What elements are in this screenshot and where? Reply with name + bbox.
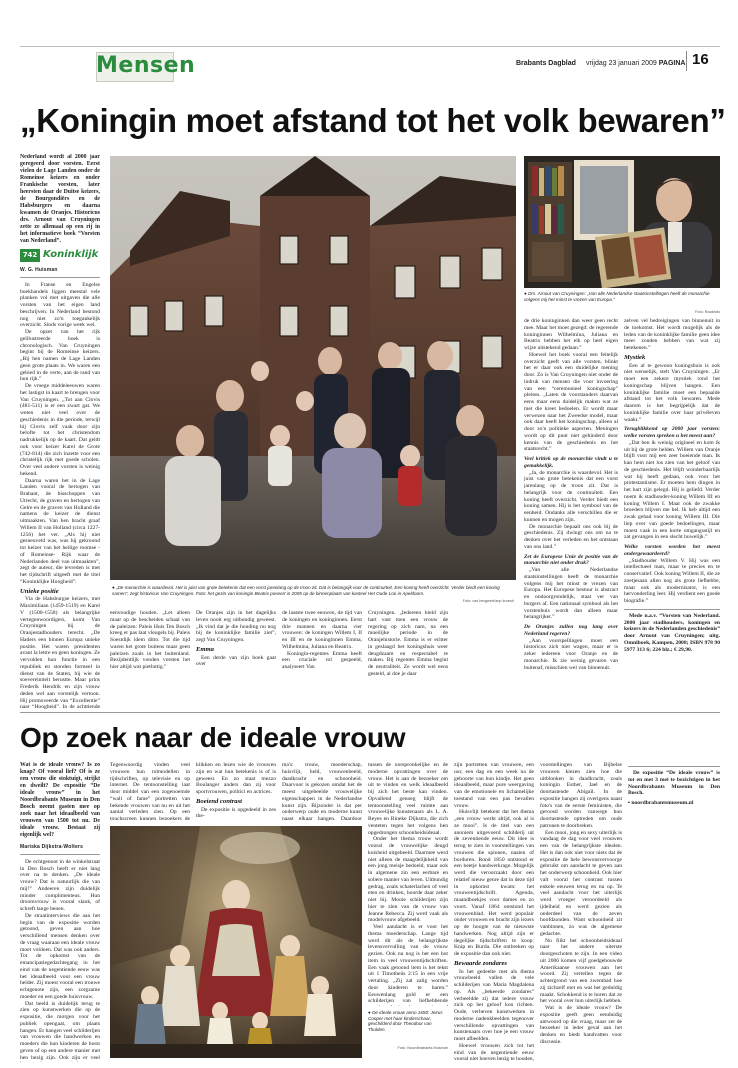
museum-link-text: noordbrabantsmuseum.nl xyxy=(631,800,694,806)
page-date xyxy=(586,60,686,67)
article2-byline: Mariska Dijkstra-Wolters xyxy=(20,844,100,855)
article2-paragraph: Nu fiikt het schoonheidsideaal naar het andere uiterste doorgeschoten te zijn. In een video uit 2006 komen vijf goedgebouwde Amerikaanse vrouwen aan het woord. Zij vertellen tegen de achtergrond van een zwembad hoe zij zichzelf met en wat het geduldig maakt. Schokkend is te horen dat ze het vooral over hun uiterlijk hebben. xyxy=(540,937,622,1005)
crown-icon: 742 xyxy=(20,249,40,262)
article2-paragraph: Tegenwoordig vinden veel vrouwen hun rolmodellen in tijdschriften, op televisie en op internet. De tentoonstelling laat door middel van een zogenoemde “wall of fame” portretten van bekende vrouwen van nu en uit het aantal verleden zien. Op een touchscreen kunnen bezoekers de xyxy=(110,762,190,822)
article2-col5 xyxy=(368,762,448,1006)
article1-col6 xyxy=(524,318,618,708)
author-photo-caption: ● Drs. Arnout van Cruyningen: „Van alle Nederlandse staatsinstellingen heeft de monarchie volgens mij het minst te vrezen van Europa.” xyxy=(524,291,710,302)
newspaper-name: Brabants Dagblad xyxy=(516,60,576,67)
article1-paragraph: eenvoudige houden. „Let alleen maar op de bescheiden schaal van de paleizen: Paleis Huis Ten Bosch kreeg er pas laat vleugels bij. Paleis Soestdijk idem ditto. Tot die tijd waren het grote buitens maar geen paleizen zoals in het buitenland. Bezijdentlijk vonden vorsten het hier altijd wat pietluttig.” xyxy=(110,610,190,670)
royal-family-photo-image xyxy=(110,156,516,580)
author-photo-image xyxy=(524,156,720,288)
author-photo-caption-text: Drs. Arnout van Cruyningen: „Van alle Nederlandse staatsinstellingen heeft de monarchie volgens mij het minst te vrezen van Europa.” xyxy=(524,291,710,302)
article1-paragraph: Cruyningen. „Iedereen hield zijn hart vast toen een vrouw de regering op zich nam, na een moeilijke periode in de Oranjehistorie. Emma is er echter in geslaagd het koningshuis weer deugdzaam en respectabel te maken. Bij regentes Emma begint de neutraliteit. Ze wordt wel eens gesteld, al doe je daar xyxy=(368,610,448,677)
page-number: 16 xyxy=(692,51,709,68)
article2-paragraph: Onder het thema trouw wordt vooral de vrouwelijke deugd kuisheid uitgebeeld. Daarmee werd niet alleen de maagdelijkheid van een jong meisje bedoeld, maar ook in algemene zin een eerbare en sobere manier van leven. Uitbundig gedrag, zoals schaterlachen of veel eten en drinken, hoorde daar zeker niet bij. Mooie schilderijen zijn hier te zien van de vrouw van Jeanne Rebecca. Zij werd vaak als modelvrouw afgebeeld. xyxy=(368,836,448,924)
painting-image xyxy=(110,826,362,1058)
article1-paragraph: Via de Habsburgse keizers, met Maximiliaan (1459-1519) en Karel V (1500-1558) als belangrijke vertegenwoordigers, komt Van Cruyningen bij de Oranjestadhouders terecht. „De Haders een binnen Europa unieke positie. Het waren presidenten avant la lettre en geen koningen. Ze vervulden hun functie in een republiek en stonden formeel in dienst van de Staten, bij wie de soevereiniteit berustte. Maar prins Frederik Hendrik en zijn vrouw deden wel aan vorstelijk vertoon. Hij promoveerde van “Excellentie” naar “Hoogheid”. In de achttiende xyxy=(20,596,100,710)
article1-paragraph: De opzet van het rijk geïllustreerde boek is chronologisch. Van Cruyningen begint bij de Romeinse keizers. „Bij hen namen de Lage Landen geen grote plaats in. We waren een gebied in de verte, aan de rand van hun rijk.” xyxy=(20,329,100,383)
painting-caption: ● De ideale vrouw anno 1650: Jezus Cooper met haar kinderschaar, geschilderd door Theodoor van Thulden. xyxy=(368,1010,443,1032)
article1-paragraph: „Stadhouder Willem V. Hij was een intellectueel man, maar te precies en te conservatief. Ook koning Willem II, die ze zoetjesaan allen nog als grote liefhebbe, maar ook als modernisator, is een hervonderling leer. Hij verdient een goede biografie.” xyxy=(624,557,720,604)
article2-col1 xyxy=(20,762,100,1062)
interview-question: Terugblikkend op 2000 jaar vorsten: welke vorsten spreken u het meest aan? xyxy=(624,426,720,439)
article1-paragraph: Koningin-regentes Emma heeft een cruciale rol gespeeld, analyseert Van xyxy=(282,650,362,670)
book-infobox: Mede n.a.v. “Vorsten van Nederland. 2000 jaar stadhouders, koningen en keizers in de Nederlanden geschiedenis” door Arnout van Cruyningen; uitg. Omniboek, Kampen, 2008; ISBN 978 90 5977 313 6; 224 blz.; € 29,90. xyxy=(624,609,720,654)
article2-col3 xyxy=(196,762,276,822)
royal-photo-credit: Foto: cas bergwerf/anp kroesh xyxy=(462,599,514,603)
link-icon: ▪ xyxy=(628,800,630,806)
museum-link[interactable] xyxy=(628,800,720,807)
painting-credit: Foto: Noordbrabants Museum xyxy=(397,1046,448,1050)
subheading-emma: Emma xyxy=(196,645,214,653)
article2-paragraph: voorstellingen van Bijbelse vrouwen kiezen zien hoe die uitblonken in daadkracht, zoals koningin Esther, Jael en de doortastende Abigaïl. In de expositie hangen zij overigens naast foto's van de eerste feministen, die geroosd worden vanwege hun doortastende optreden om oude patronen te doorbreken. xyxy=(540,762,622,829)
article1-headline: „Koningin moet afstand tot het volk bewaren” xyxy=(20,102,726,139)
royal-family-photo xyxy=(110,156,516,580)
painting-caption-text: De ideale vrouw anno 1650: Jezus Cooper met haar kinderschaar, geschilderd door Theodoor van Thulden. xyxy=(368,1010,443,1032)
article2-intro: Wat is de ideale vrouw? Is zo knap? Of vooral lief? Of is ze een vrouw die stoktuigt, strijkt en dweilt? De expositie “De ideale vrouw” in het Noordbrabants Museum in Den Bosch neemt gasten mee op zoek naar het ideaalbeeld van vrouwen van 1500 tot nu. De ideale vrouw. Bestaat zij eigenlijk wel? xyxy=(20,762,100,838)
article1-paragraph: Daarna waren het in de Lage Landen vooral de hertogen van Brabant, de bisschoppen van Utrecht, de graven en hertogen van Gelre en de graven van Holland die namens de keizer de dienst uitmaakten. Van hen bracht graaf Willem II van Holland (circa 1227-1256) het ver. „Als hij niet gesneuveld was, was hij gekroond tot keizer van het heilige roomse - of Romeinse- Rijk waar de Nederlanden deel van uitmaakten”, zegt de auteur, die tevreden is met het tijdschrift uitgeeft met de titel “Koninklijke Hoogheid”. xyxy=(20,477,100,585)
article1-paragraph: „Ja, de monarchie is waardevol. Het is juist van grote betekenis dat een vorst jarenlang op de troon zit. Dat is belangrijk voor de continuïteit. Een koning heeft overzicht. Verder biedt een koning samen. Hij is het symbool van de eenheid. Ondanks alle verschillen die er kunnen en mogen zijn. xyxy=(524,469,618,523)
subheading-bewaarde-zondares: Bewaarde zondares xyxy=(454,959,507,967)
article2-paragraph: De expositie is opgedeeld in zes the- xyxy=(196,806,276,820)
article1-paragraph: „Aan voorspellingen moet een historicus zich niet wagen, maar er is zeker iedereen voor Oranje en de monarchie. Ik zie weinig gevaren van buitenaf, misschien wel van binnenuit. xyxy=(524,637,618,671)
article2-paragraph: tussen de oorspronkelijke en de moderne opvattingen over de vrouw. Het is aan de bezoeker om uit te vinden en welk ideaalbeeld bij zich het beste kan vinden. Opvallend genoeg blijft de tentoonstelling veel ruimte aan vrouwelijke kunstenaars als L. A. Reyes en Rineke Dijkstra, die zich venteten tegen het volgens hen opgedrongen schoonheidsideaal. xyxy=(368,762,448,836)
article1-paragraph: Een derde van zijn boek gaat over xyxy=(196,654,276,668)
painting-photo xyxy=(110,826,362,1058)
article1-col5 xyxy=(368,610,448,708)
article2-paragraph: Hoewel vrouwen zich tot het eind van de negentiende eeuw vooral niet hoeven bezig te houden, xyxy=(454,1042,534,1062)
header-rule xyxy=(20,46,720,47)
article1-paragraph: Een al te gewoon koningshuis is ook niet wenselijk, stelt Van Cruyningen. „Er moet een zekere mystiek rond het koningschap blijven hangen. Een koninklijke familie moet een bepaalde afstand tot het volk bewaren. Mede daarom is het begrijpelijk dat de koninklijke familie over haar privéleven waakt.” xyxy=(624,362,720,423)
article1-col7 xyxy=(624,318,720,708)
article2-paragraph: Een mooi, jong en sexy uiterlijk is vandaag de dag voor veel vrouwen een van de belangrijkste idealen. Het is dan ook niet voor niets dat de expositie de hele bewonsvervoorge gebruikt om aandacht te geven aan het onderwerp schoonheid. Ook hier valt vooral het contrast tussen enkele eeuwen terug en nu op. Te veel aandacht voor het uiterlijk werd vroeger veroordeeld als ijdelheid en werd gezien als onderdeel van de zeven hoofdzonden. Want schoonheid zit vanbinnen, zo was de algemene gedachte. xyxy=(540,829,622,937)
article2-paragraph: Dat beeld is duidelijk terug te zien op kunstwerken die op de expositie, die morgen voor het publiek opengaat, om plaats hangen. Er hangen veel schilderijen van vrouwen die handwerken en moeders die hun kinderen de borst geven of op een andere manier met hen bezig zijn. Ook zijn er veel xyxy=(20,1000,100,1061)
article1-col4 xyxy=(282,610,362,708)
section-divider xyxy=(20,712,720,713)
article2-paragraph: In het gedeelte met als thema vrouwbeeld vallen de vele schilderijen van Maria Magdalena op. Als „bekeerde zondares” verbeeldde zij dat iedere vrouw zich op het geloof kon richten. Oude, verheven kunstwerken in moderne nadenkbeelden tegenover verschillende opvattingen van kunstenaars over hoe je een vrouw moet afbeelden. xyxy=(454,968,534,1042)
article1-paragraph: De Oranjes zijn in het dagelijks leven nooit erg uitbundig geweest. „Ik vind dat je die houding nu nog bij de koninklijke familie ziet”, zegt Van Cruyningen. xyxy=(196,610,276,643)
article2-col2 xyxy=(110,762,190,822)
page-word: PAGINA xyxy=(658,60,686,67)
article1-col3 xyxy=(196,610,276,708)
article1-paragraph: De monarchie bepaalt ons ook bij de geschiedenis. Zij dwingt ons om na te denken over het verleden en het ontstaan van ons land.” xyxy=(524,523,618,550)
article1-byline: W. G. Huisman xyxy=(20,267,100,278)
article2-paragraph: De straatinterviews die aan het begin van de expositie worden getoond, geven aan hoe verschillend mensen denken over de vraag waaraan een ideale vrouw moet voldoen. Dat was ook anders. Tot de opkomst van de emancipatiegedachtegang in het eind van de negentiende eeuw was het ideaalbeeld voor een vrouw helder. Zij moest vooral een trouwe echtgenote zijn, een zorgzame moeder en een goede huisvrouw. xyxy=(20,912,100,1000)
article2-paragraph: De echtgenoot in de winkelstraat in Den Bosch heeft er niet lang over na te denken. „De ideale vrouw? Dat is natuurlijk die van mij!” Andeeren zijn duidelijk minder complimenteus. Hun droomvrouw is vooral slank, of schreft lange benen. xyxy=(20,858,100,912)
article1-paragraph: „Van alle Nederlandse staatsinstellingen heeft de monarchie volgens mij het minst te vrezen van Europa. Het Europese bestuur is abstract en ondoorgrondelijk, staat ver van burgers af. Een nationaal symbool als het vorstenhuis wordt dan alleen maar belangrijker.” xyxy=(524,567,618,621)
article2-paragraph: klikken en lezen wie de vrouwen zijn en wat hun betekenis is of is geweest. En zo staat mezzo Boulanger anders dan zij voor sportvrouwen, politici en actrices. xyxy=(196,762,276,795)
article2-paragraph: zijn portretten van vrouwen, een uur, een dag en een week na de geboorte van hun kindje. Het geen ideaalbeeld, maar pure weergaving van de emotionele en lichamelijke toestand van een pas bevallen vrouw. xyxy=(454,762,534,809)
interview-question: Welke vorsten worden het meest ondergewaardeerd? xyxy=(624,544,720,557)
article1-paragraph: „Dat ben ik weinig origineel en kom ik uit bij de grote helden. Willem van Oranje blijft voor mij een zeer boeiende man. Ik kan hem niet los zien van het geloof van de geschiedenis. Het blijft wonderbaarlijk wat hij heeft gedaan, ook voor het protestantisme. Er moeten hem dingen in het hart zijn gelegd. Hij is geliefd. Verder noem ik stadhouder-koning Willem III en koning Willem I. Maar ook de zwakke broeders blijven me bel. Ik heb altijd een zwak gehad voor koning Willem III. Die liep over van goede bedoelingen, maar moest vaak in een korte omgangsstijl en zat gevangen in een slecht huwelijk.” xyxy=(624,439,720,541)
author-photo-credit: Foto: Raakfoto xyxy=(695,310,720,314)
interview-question: Zet de Europese Unie de positie van de monarchie niet onder druk? xyxy=(524,553,618,567)
article2-paragraph: ma's: trouw, moederschap, huisvlijt, held, vrouwenbeeld, daadkracht en schoonheid. Daarvoor is gekozen omdat het de meest uitgebeelde vrouwelijke eigenschappen in de Nederlandse kunst zijn. Bijzonder is dat per onderwerp oude en moderne kunst naast elkaar hangen. Daardoor xyxy=(282,762,362,822)
subheading-mystiek: Mystiek xyxy=(624,353,646,361)
koninklijk-wordmark: Koninklijk xyxy=(43,249,99,261)
article2-col6 xyxy=(454,762,534,1062)
royal-photo-caption-text: „De monarchie is waardevol. Het is juist van grote betekenis dat een vorst jarenlang op de troon zit. Dat is belangrijk voor de continuïteit. Een koning heeft overzicht. Verder biedt een koning samen”, zegt historicus Van Cruyningen. Foto: het gezin van koningin Beatrix poseert in 2005 op de binnenplaats van kasteel Het Oude Loo in Apeldoorn. xyxy=(112,585,500,596)
date-text: vrijdag 23 januari 2009 xyxy=(586,60,657,67)
article1-paragraph: In Franse en Engelse boekhandels liggen meestal vele planken vol met uitgaven die alle vorsten van het eigen land beschrijven. In Nederland bestond nog niet zo'n toegankelijk overzicht. Sinds vorige week wel. xyxy=(20,281,100,329)
article1-intro: Nederland wordt al 2000 jaar geregeerd door vorsten. Eerst vielen de Lage Landen onder de Romeinse keizers en onder Frankische vorsten, later heersten daar de Duitse keizers, de Bourgondiërs en de Habsburgers en daarna kwamen de Oranjes. Historicus drs. Arnout van Cruyningen zette ze allemaal op een rij in het informatieve boek “Vorsten van Nederland”. xyxy=(20,154,100,244)
article1-col1 xyxy=(20,154,100,710)
subheading-unieke-positie: Unieke positie xyxy=(20,587,59,595)
article2-col7 xyxy=(540,762,622,1062)
interview-question: De Oranjes zullen nog lang over Nederland regeren? xyxy=(524,624,618,637)
section-title: Mensen xyxy=(96,53,196,78)
author-photo xyxy=(524,156,720,288)
exhibition-infobox: De expositie “De ideale vrouw” is tot en met 3 mei te bezichtigen in het Noordbrabants Museum in Den Bosch. xyxy=(628,766,720,797)
article1-paragraph: de laatste twee eeuwen, de tijd van de koningen en koninginnen. Eerst drie mannen en daarna vier vrouwen: de koningen Willem I, II en III en de koninginnen Emma, Wilhelmina, Juliana en Beatrix. xyxy=(282,610,362,650)
article1-paragraph: de drie koninginnen dan weer geen recht mee. Maar het moet gezegd: de regerende koninginnen Wilhelmina, Juliana en Beatrix hebben het elk op heel eigen wijze uitstekend gedaan.” xyxy=(524,318,618,351)
article2-paragraph: Veel aandacht is er voor het thema moederschap. Lange tijd werd dit als de belangrijkste levensvervulling van de vrouw gezien. Ook nu nog is het een hot item in veel vrouwentijdschriften. Een vaak getoond item is het tekst uit 1 Timotheüs 2:15 in een vrije vertaling. „Zij zal zalig worden door kinderen te baren.” Eeuwenlang gold er een schilderijen van liefhebbende xyxy=(368,924,448,1005)
article2-paragraph: Wat is de ideale vrouw? De expositie geeft geen eenduidig antwoord op die vraag, maar zet de bezoeker in ieder geval aan het denken en biedt handvatten voor discussie. xyxy=(540,1005,622,1045)
article1-paragraph: zelven vel bedreigingen van binnenuit in de toekomst. Het wordt mogelijk als de leden van de koninklijke familie geen idee meer zouden hebben van wat zij betekenen.” xyxy=(624,318,720,351)
article1-col2 xyxy=(110,610,190,708)
article2-col4 xyxy=(282,762,362,822)
koninklijk-logo xyxy=(20,249,100,262)
article2-headline: Op zoek naar de ideale vrouw xyxy=(20,722,406,753)
royal-photo-caption: ● „De monarchie is waardevol. Het is juist van grote betekenis dat een vorst jarenlang op de troon zit. Dat is belangrijk voor de continuïteit. Een koning heeft overzicht. Verder biedt een koning samen”, zegt historicus Van Cruyningen. Foto: het gezin van koningin Beatrix poseert in 2005 op de binnenplaats van kasteel Het Oude Loo in Apeldoorn. xyxy=(112,585,500,596)
article1-paragraph: Hoewel het boek vooral een feitelijk overzicht geeft van alle vorsten, blinkt het er daar ook een duidelijke mening door. Zo is Van Cruyningen niet onder de indruk van mensen die voor invoering van een “ceremonieel koningschap” pleiten. „Laten de voorstanders daarvan eens maar eens duidelijk maken wat ze met die kreet bedoelen. Er wordt maar verwezen naar het Zweedse model, maar ook daar heeft het koningschap, alleen al door zo'n politieke aspecten. Meningen wordt op dit punt niet gehinderd door kennis van de geschiedenis en het staatsrecht.” xyxy=(524,351,618,453)
article2-paragraph: Huisvlijt betekent dat het thema „een vrouw werkt altijd, ook al is ze mooi”. Is de titel van een anoniem uitgevoerd schilderij uit de zeventiende eeuw. Dit idee is terug te zien in voorstellingen van vrouwen die spinnen, naaien of borduren. Rond 1850 ontstond er een beetje handwerkrage. Mogelijk werd die veroorzaakt door een relatief nieuw genre dat in deze tijd in opkomst kwam: het vrouwentijdschrift. Agenda, maandboekjes voor dames en zo voort. Vanaf 1864 ontstond het vrouwenblad. Het werd populair onder vrouwen en bracht zijn lezers op de hoogte van de nieuwste handwerken. Nog altijd zijn er degelijke tijdschriften te koop: Knip en Burda. Die ontbreken op de expositie dan ook niet. xyxy=(454,809,534,957)
article2-col8 xyxy=(628,762,720,1062)
article1-paragraph: De vroege middeleeuwen waren het lastigst in kaart te brengen voor Van Cruyningen. „Tot aan Clovis (481-511) is er een zwart gat. We weten niet veel over de geschiedenis in die periode, terwijl bij Clovis zelf vaak door zijn belofte tot het christendom nadrukkelijk op de kaart. Dat geldt ook voor keizer Karel de Grote (742-814) die zich inzette voor een christelijk rijk met goede scholen. Over veel andere vorsten is weinig bekend. xyxy=(20,383,100,477)
interview-question: Veel kritiek op de monarchie vindt u te gemakkelijk. xyxy=(524,456,618,469)
subheading-boeiend-contrast: Boeiend contrast xyxy=(196,797,242,805)
